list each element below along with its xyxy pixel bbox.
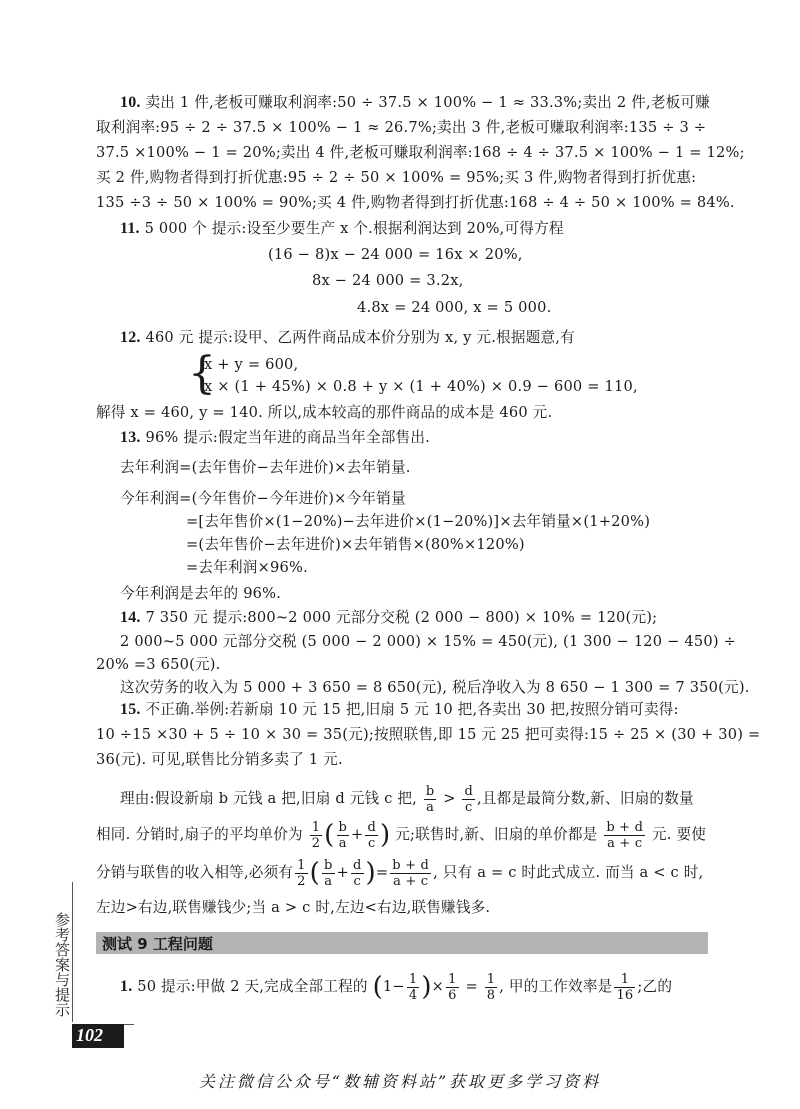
p15-text1: 不正确.举例:若新扇 10 元 15 把,旧扇 5 元 10 把,各卖出 30 把,按照分销可卖得: (145, 701, 679, 718)
p10-line4: 买 2 件,购物者得到打折优惠:95 ÷ 2 ÷ 50 × 100% = 95%;买 3 件,购物者得到打折优惠: (96, 169, 697, 186)
p15-reason-line2 (96, 818, 706, 852)
p14-text1: 7 350 元 提示:800~2 000 元部分交税 (2 000 − 800) × 10% = 120(元); (145, 609, 658, 626)
frac-num: b (338, 819, 348, 835)
reason-text-d: 元;联售时,新、旧扇的单价都是 (395, 826, 598, 843)
frac-num: b (324, 857, 333, 873)
frac-den: 6 (448, 987, 457, 1003)
frac-den: 2 (311, 835, 321, 851)
paren-open: ( (324, 820, 335, 850)
fraction-b-over-a (322, 858, 335, 889)
paren-open: ( (309, 858, 320, 888)
p13-line7: 今年利润是去年的 96%. (120, 585, 282, 602)
frac-num: 1 (448, 971, 457, 987)
p13-line2: 去年利润=(去年售价−去年进价)×去年销量. (120, 459, 411, 476)
fraction-b-over-a (424, 784, 437, 815)
p10-line5: 135 ÷3 ÷ 50 × 100% = 90%;买 4 件,购物者得到打折优惠:168 ÷ 4 ÷ 50 × 100% = 84%. (96, 194, 735, 211)
reason-text-a: 理由:假设新扇 b 元钱 a 把,旧扇 d 元钱 c 把, (120, 790, 417, 807)
p10-line2: 取利润率:95 ÷ 2 ÷ 37.5 × 100% − 1 ≈ 26.7%;卖出 3 件,老板可赚取利润率:135 ÷ 3 ÷ (96, 119, 707, 136)
frac-num: 1 (614, 972, 635, 988)
reason-text-c: 相同. 分销时,扇子的平均单价为 (96, 826, 303, 843)
t9-line1 (120, 968, 672, 1006)
fraction-b-over-a (337, 820, 350, 851)
t9-text-b: , 甲的工作效率是 (499, 978, 613, 995)
p15-line1 (120, 700, 679, 720)
frac-den: c (353, 873, 361, 889)
frac-den: c (368, 835, 376, 851)
section-header-test9 (96, 932, 708, 954)
p11-text1: 5 000 个 提示:设至少要生产 x 个.根据利润达到 20%,可得方程 (144, 220, 564, 237)
p15-line2: 10 ÷15 ×30 + 5 ÷ 10 × 30 = 35(元);按照联售,即 15 元 25 把可卖得:15 ÷ 25 × (30 + 30) = (96, 726, 761, 743)
reason-text-g: , 只有 a = c 时此式成立. 而当 a < c 时, (433, 864, 704, 881)
fraction-d-over-c (365, 820, 378, 851)
frac-num: b (425, 783, 435, 799)
p10-text1: 卖出 1 件,老板可赚取利润率:50 ÷ 37.5 × 100% − 1 ≈ 33.3%;卖出 2 件,老板可赚 (145, 94, 711, 111)
reason-text-f: 分销与联售的收入相等,必须有 (96, 864, 294, 881)
frac-num: 1 (486, 971, 496, 987)
p15-reason-line3 (96, 856, 703, 890)
frac-num: 1 (408, 971, 418, 987)
p12-line1 (120, 328, 575, 348)
p15-reason-line1 (120, 782, 694, 816)
fraction-bd-over-ac (390, 858, 431, 889)
system-brace: { (188, 348, 216, 399)
one: 1 (382, 978, 393, 995)
times-sign: × (431, 978, 445, 995)
paren-open: ( (372, 972, 383, 1002)
frac-den: 4 (408, 987, 418, 1003)
paren-close: ) (365, 858, 376, 888)
greater-sign: > (443, 790, 456, 807)
fraction-half (295, 858, 307, 889)
frac-num: b + d (606, 819, 644, 835)
frac-num: d (367, 819, 377, 835)
p11-line1 (120, 219, 564, 239)
p14-line2: 2 000~5 000 元部分交税 (5 000 − 2 000) × 15% = 450(元), (1 300 − 120 − 450) ÷ (120, 633, 737, 650)
p14-line1 (120, 608, 657, 628)
p15-number: 15. (120, 701, 141, 718)
fraction-one-quarter (407, 972, 419, 1003)
p14-number: 14. (120, 609, 141, 626)
plus-sign: + (336, 864, 349, 881)
frac-den: 16 (616, 987, 634, 1003)
p13-line3: 今年利润=(今年售价−今年进价)×今年销量 (120, 490, 406, 507)
p12-text1: 460 元 提示:设甲、乙两件商品成本价分别为 x, y 元.根据题意,有 (145, 329, 575, 346)
p12-number: 12. (120, 329, 141, 346)
p14-line3: 20% =3 650(元). (96, 656, 221, 673)
p13-line4: =[去年售价×(1−20%)−去年进价×(1−20%)]×去年销量×(1+20%) (186, 513, 651, 530)
frac-den: 2 (297, 873, 306, 889)
p12-line2: 解得 x = 460, y = 140. 所以,成本较高的那件商品的成本是 460 元. (96, 404, 553, 421)
fraction-d-over-c (462, 784, 475, 815)
p13-line5: =(去年售价−去年进价)×去年销售×(80%×120%) (186, 536, 525, 553)
frac-den: a (426, 799, 435, 815)
page-number-box (72, 1024, 124, 1048)
p10-line3: 37.5 ×100% − 1 = 20%;卖出 4 件,老板可赚取利润率:168 ÷ 4 ÷ 37.5 × 100% − 1 = 12%; (96, 144, 745, 161)
side-section-label: 参考答案与提示 (53, 912, 71, 1017)
p13-text1: 96% 提示:假定当年进的商品当年全部售出. (145, 429, 430, 446)
page-rule (124, 1024, 134, 1025)
fraction-half (310, 820, 322, 851)
frac-num: d (352, 857, 362, 873)
frac-den: 8 (486, 987, 496, 1003)
t9-number: 1. (120, 978, 133, 995)
p13-line1 (120, 428, 430, 448)
fraction-d-over-c (351, 858, 364, 889)
t9-text-c: ;乙的 (637, 978, 673, 995)
frac-den: a (338, 835, 347, 851)
p13-number: 13. (120, 429, 141, 446)
plus-sign: + (351, 826, 364, 843)
frac-den: a + c (393, 873, 429, 889)
minus-sign: − (392, 978, 405, 995)
p11-eq2: 8x − 24 000 = 3.2x, (312, 272, 464, 289)
equals-sign: = (375, 864, 389, 881)
p12-sys1: x + y = 600, (204, 356, 299, 373)
frac-num: b + d (392, 857, 430, 873)
reason-text-b: ,且都是最简分数,新、旧扇的数量 (477, 790, 694, 807)
side-rule (72, 882, 73, 1022)
frac-num: 1 (311, 819, 321, 835)
fraction-one-sixteenth (614, 972, 635, 1003)
p11-eq3: 4.8x = 24 000, x = 5 000. (357, 299, 552, 316)
p11-number: 11. (120, 220, 140, 237)
paren-close: ) (380, 820, 391, 850)
p14-line4: 这次劳务的收入为 5 000 + 3 650 = 8 650(元), 税后净收入为 8 650 − 1 300 = 7 350(元). (120, 679, 750, 696)
reason-text-e: 元. 要使 (651, 826, 707, 843)
frac-den: a (324, 873, 333, 889)
t9-text-a: 50 提示:甲做 2 天,完成全部工程的 (137, 978, 368, 995)
equals-sign: = (465, 978, 478, 995)
footer-watermark: 关注微信公众号“数辅资料站”获取更多学习资料 (198, 1072, 602, 1091)
page-number: 102 (76, 1025, 103, 1045)
fraction-one-sixth (446, 972, 458, 1003)
p10-line1 (120, 93, 710, 113)
frac-num: 1 (297, 857, 306, 873)
frac-num: d (464, 783, 474, 799)
frac-den: a + c (607, 835, 643, 851)
paren-close: ) (421, 972, 432, 1002)
p10-number: 10. (120, 94, 141, 111)
fraction-bd-over-ac (604, 820, 645, 851)
p15-line3: 36(元). 可见,联售比分销多卖了 1 元. (96, 751, 343, 768)
fraction-one-eighth (485, 972, 497, 1003)
p12-sys2: x × (1 + 45%) × 0.8 + y × (1 + 40%) × 0.9 − 600 = 110, (204, 378, 638, 395)
p13-line6: =去年利润×96%. (186, 559, 308, 576)
section-title: 测试 9 工程问题 (102, 935, 213, 953)
frac-den: c (465, 799, 473, 815)
p15-reason-line4: 左边>右边,联售赚钱少;当 a > c 时,左边<右边,联售赚钱多. (96, 899, 491, 916)
p11-eq1: (16 − 8)x − 24 000 = 16x × 20%, (268, 246, 523, 263)
